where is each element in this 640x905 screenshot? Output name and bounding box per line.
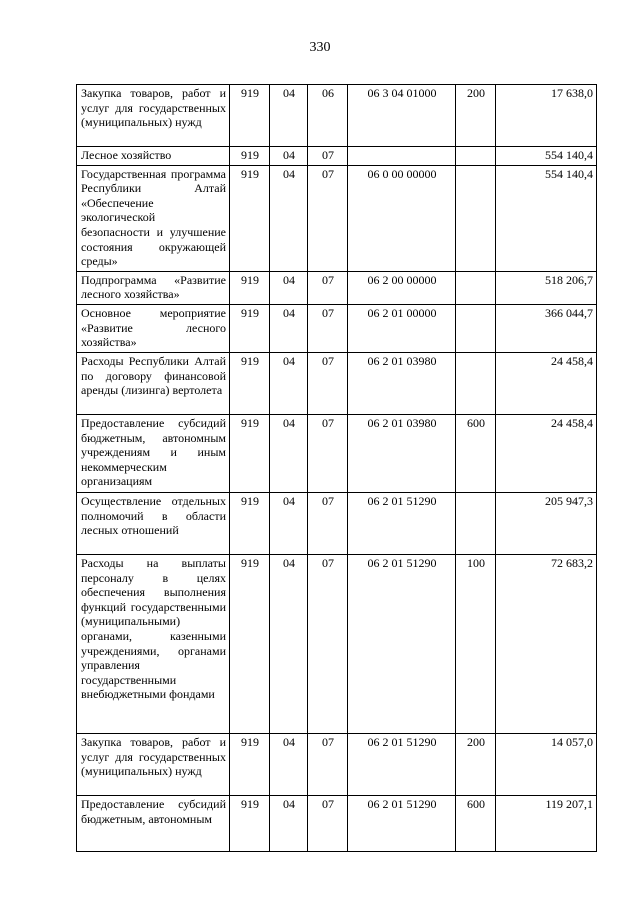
expense-name-cell: Закупка товаров, работ и услуг для государственных (муниципальных) нужд (77, 733, 230, 795)
expense-type-cell: 600 (456, 414, 496, 492)
table-row (77, 271, 597, 304)
table-row (77, 492, 597, 554)
grbs-code-cell: 919 (230, 733, 270, 795)
target-article-cell: 06 2 01 03980 (348, 352, 456, 414)
target-article-cell: 06 2 01 51290 (348, 795, 456, 851)
amount-cell: 24 458,4 (496, 352, 597, 414)
target-article-cell: 06 2 01 03980 (348, 414, 456, 492)
grbs-code-cell: 919 (230, 554, 270, 733)
grbs-code-cell: 919 (230, 304, 270, 352)
grbs-code-cell: 919 (230, 147, 270, 166)
expense-name-cell: Расходы на выплаты персоналу в целях обеспечения выполнения функций государственными (муниципальными) органами, казенными учреждениями, органами управления государственными внебюджетными фондами (77, 554, 230, 733)
target-article-cell: 06 2 01 00000 (348, 304, 456, 352)
section-code-cell: 04 (270, 304, 308, 352)
target-article-cell: 06 0 00 00000 (348, 165, 456, 271)
subsection-code-cell: 07 (308, 304, 348, 352)
amount-cell: 554 140,4 (496, 147, 597, 166)
expense-type-cell (456, 492, 496, 554)
table-row (77, 165, 597, 271)
amount-cell: 205 947,3 (496, 492, 597, 554)
grbs-code-cell: 919 (230, 492, 270, 554)
subsection-code-cell: 06 (308, 85, 348, 147)
table-row (77, 554, 597, 733)
amount-cell: 14 057,0 (496, 733, 597, 795)
amount-cell: 24 458,4 (496, 414, 597, 492)
amount-cell: 518 206,7 (496, 271, 597, 304)
section-code-cell: 04 (270, 492, 308, 554)
subsection-code-cell: 07 (308, 271, 348, 304)
expense-type-cell (456, 271, 496, 304)
subsection-code-cell: 07 (308, 147, 348, 166)
grbs-code-cell: 919 (230, 414, 270, 492)
target-article-cell: 06 2 01 51290 (348, 733, 456, 795)
expense-type-cell: 200 (456, 733, 496, 795)
subsection-code-cell: 07 (308, 414, 348, 492)
table-row (77, 414, 597, 492)
expense-type-cell (456, 147, 496, 166)
expense-name-cell: Предоставление субсидий бюджетным, автономным учреждениям и иным некоммерческим организациям (77, 414, 230, 492)
target-article-cell: 06 2 00 00000 (348, 271, 456, 304)
amount-cell: 17 638,0 (496, 85, 597, 147)
table-row (77, 85, 597, 147)
expense-name-cell: Государственная программа Республики Алтай «Обеспечение экологической безопасности и улучшение состояния окружающей среды» (77, 165, 230, 271)
section-code-cell: 04 (270, 85, 308, 147)
amount-cell: 72 683,2 (496, 554, 597, 733)
subsection-code-cell: 07 (308, 554, 348, 733)
section-code-cell: 04 (270, 271, 308, 304)
amount-cell: 119 207,1 (496, 795, 597, 851)
target-article-cell (348, 147, 456, 166)
grbs-code-cell: 919 (230, 352, 270, 414)
expense-name-cell: Подпрограмма «Развитие лесного хозяйства» (77, 271, 230, 304)
budget-table (76, 84, 597, 852)
section-code-cell: 04 (270, 352, 308, 414)
subsection-code-cell: 07 (308, 492, 348, 554)
grbs-code-cell: 919 (230, 165, 270, 271)
section-code-cell: 04 (270, 554, 308, 733)
expense-name-cell: Осуществление отдельных полномочий в области лесных отношений (77, 492, 230, 554)
expense-name-cell: Лесное хозяйство (77, 147, 230, 166)
section-code-cell: 04 (270, 795, 308, 851)
target-article-cell: 06 3 04 01000 (348, 85, 456, 147)
section-code-cell: 04 (270, 733, 308, 795)
expense-type-cell (456, 304, 496, 352)
grbs-code-cell: 919 (230, 795, 270, 851)
page-number: 330 (309, 40, 331, 55)
subsection-code-cell: 07 (308, 352, 348, 414)
section-code-cell: 04 (270, 414, 308, 492)
target-article-cell: 06 2 01 51290 (348, 492, 456, 554)
expense-name-cell: Закупка товаров, работ и услуг для государственных (муниципальных) нужд (77, 85, 230, 147)
table-row (77, 304, 597, 352)
subsection-code-cell: 07 (308, 165, 348, 271)
table-row (77, 352, 597, 414)
expense-type-cell: 600 (456, 795, 496, 851)
grbs-code-cell: 919 (230, 271, 270, 304)
expense-type-cell (456, 165, 496, 271)
expense-type-cell (456, 352, 496, 414)
table-row (77, 795, 597, 851)
grbs-code-cell: 919 (230, 85, 270, 147)
subsection-code-cell: 07 (308, 733, 348, 795)
expense-type-cell: 200 (456, 85, 496, 147)
target-article-cell: 06 2 01 51290 (348, 554, 456, 733)
amount-cell: 366 044,7 (496, 304, 597, 352)
subsection-code-cell: 07 (308, 795, 348, 851)
amount-cell: 554 140,4 (496, 165, 597, 271)
section-code-cell: 04 (270, 165, 308, 271)
table-row (77, 147, 597, 166)
expense-name-cell: Предоставление субсидий бюджетным, автономным (77, 795, 230, 851)
expense-name-cell: Основное мероприятие «Развитие лесного хозяйства» (77, 304, 230, 352)
expense-name-cell: Расходы Республики Алтай по договору финансовой аренды (лизинга) вертолета (77, 352, 230, 414)
section-code-cell: 04 (270, 147, 308, 166)
table-row (77, 733, 597, 795)
expense-type-cell: 100 (456, 554, 496, 733)
